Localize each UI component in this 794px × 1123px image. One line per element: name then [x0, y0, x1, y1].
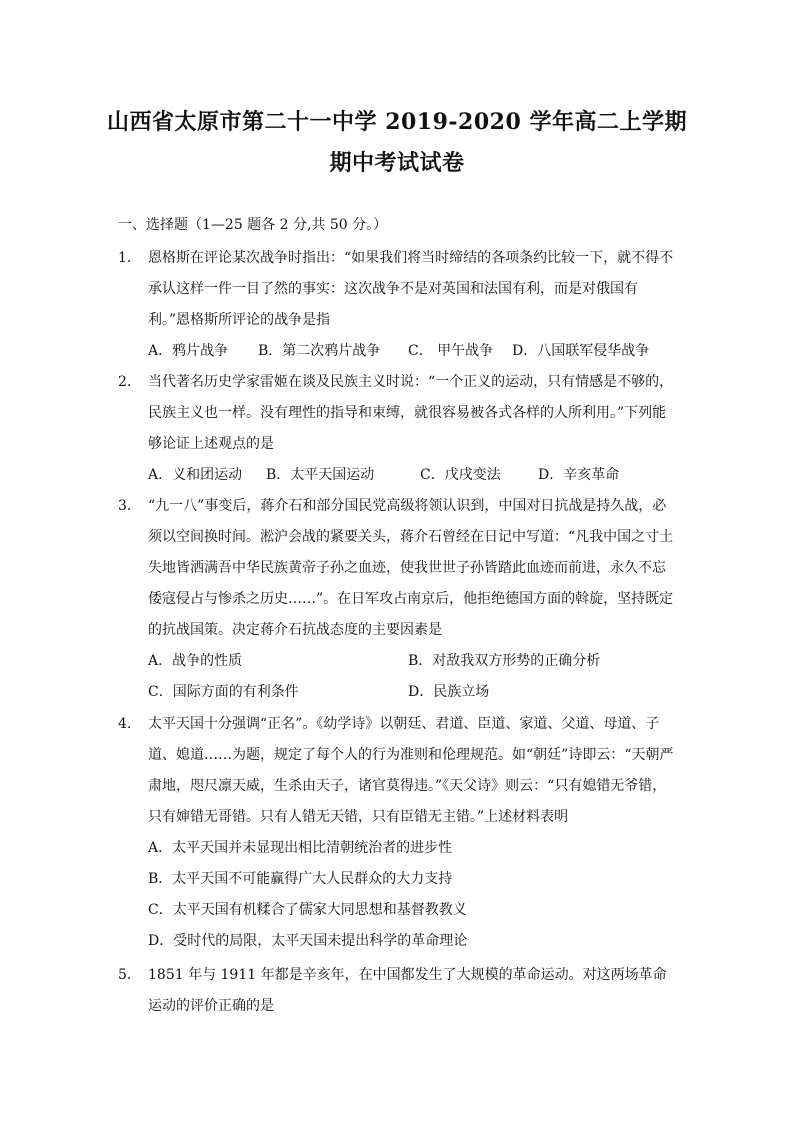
question-number: 4. — [118, 716, 132, 732]
question-stem: 太平天国十分强调“正名”。《幼学诗》以朝廷、君道、臣道、家道、父道、母道、子道、媳道……为题，规定了每个人的行为准则和伦理规范。如“朝廷”诗即云：“天朝严肃地，咫尺凛天威，生杀由天子，诸官莫得违。”《天父诗》则云：“只有媳错无爷错，只有婶错无哥错。只有人错无天错，只有臣错无主错。”上述材料表明 — [148, 716, 674, 825]
question-1 — [118, 243, 678, 367]
option-a: A．战争的性质 — [148, 653, 243, 669]
question-stem: 1851 年与 1911 年都是辛亥年，在中国都发生了大规模的革命运动。对这两场革命运动的评价正确的是 — [148, 967, 667, 1014]
question-stem: 当代著名历史学家雷姬在谈及民族主义时说：“一个正义的运动，只有情感是不够的，民族主义也一样。没有理性的指导和束缚，就很容易被各式各样的人所利用。”下列能够论证上述观点的是 — [148, 374, 674, 452]
option-d: D．民族立场 — [408, 684, 490, 700]
options-grid — [148, 646, 678, 708]
option-a: A．义和团运动 — [148, 467, 243, 483]
question-5 — [118, 960, 678, 1022]
option-a: A．鸦片战争 — [148, 343, 229, 359]
option-c: C．戊戌变法 — [420, 467, 501, 483]
option-c: C．国际方面的有利条件 — [148, 684, 299, 700]
exam-title-line2: 期中考试试卷 — [329, 150, 465, 176]
question-number: 2. — [118, 374, 132, 390]
option-a: A．太平天国并未显现出相比清朝统治者的进步性 — [148, 840, 453, 856]
question-number: 3. — [118, 498, 132, 514]
section-heading: 一、选择题（1—25 题各 2 分,共 50 分。） — [118, 217, 388, 233]
option-c: C． 甲午战争 — [408, 343, 494, 359]
question-number: 5. — [118, 967, 132, 983]
exam-title-line1: 山西省太原市第二十一中学 2019-2020 学年高二上学期 — [107, 109, 687, 135]
option-b: B．对敌我双方形势的正确分析 — [408, 653, 601, 669]
option-b: B．第二次鸦片战争 — [258, 343, 381, 359]
option-d: D．八国联军侵华战争 — [512, 343, 650, 359]
option-d: D．受时代的局限，太平天国未提出科学的革命理论 — [148, 933, 468, 949]
question-stem: 恩格斯在评论某次战争时指出：“如果我们将当时缔结的各项条约比较一下，就不得不承认这样一件一目了然的事实：这次战争不是对英国和法国有利，而是对俄国有利。”恩格斯所评论的战争是指 — [148, 250, 674, 328]
options-row — [148, 460, 678, 491]
option-b: B．太平天国运动 — [266, 467, 375, 483]
question-2 — [118, 367, 678, 491]
question-4 — [118, 709, 678, 957]
option-c: C．太平天国有机糅合了儒家大同思想和基督教教义 — [148, 902, 467, 918]
question-3 — [118, 491, 678, 708]
option-b: B．太平天国不可能赢得广大人民群众的大力支持 — [148, 871, 453, 887]
options-row — [148, 336, 678, 367]
options-list — [148, 833, 678, 957]
question-stem: “九一八”事变后，蒋介石和部分国民党高级将领认识到，中国对日抗战是持久战，必须以空间换时间。淞沪会战的紧要关头，蒋介石曾经在日记中写道：“凡我中国之寸土失地皆洒满吾中华民族黄帝子孙之血迹，使我世世子孙皆踏此血迹而前进，永久不忘倭寇侵占与惨杀之历史……”。在日军攻占南京后，他拒绝德国方面的斡旋，坚持既定的抗战国策。决定蒋介石抗战态度的主要因素是 — [148, 498, 674, 638]
question-number: 1. — [118, 250, 132, 266]
option-d: D．辛亥革命 — [538, 467, 620, 483]
